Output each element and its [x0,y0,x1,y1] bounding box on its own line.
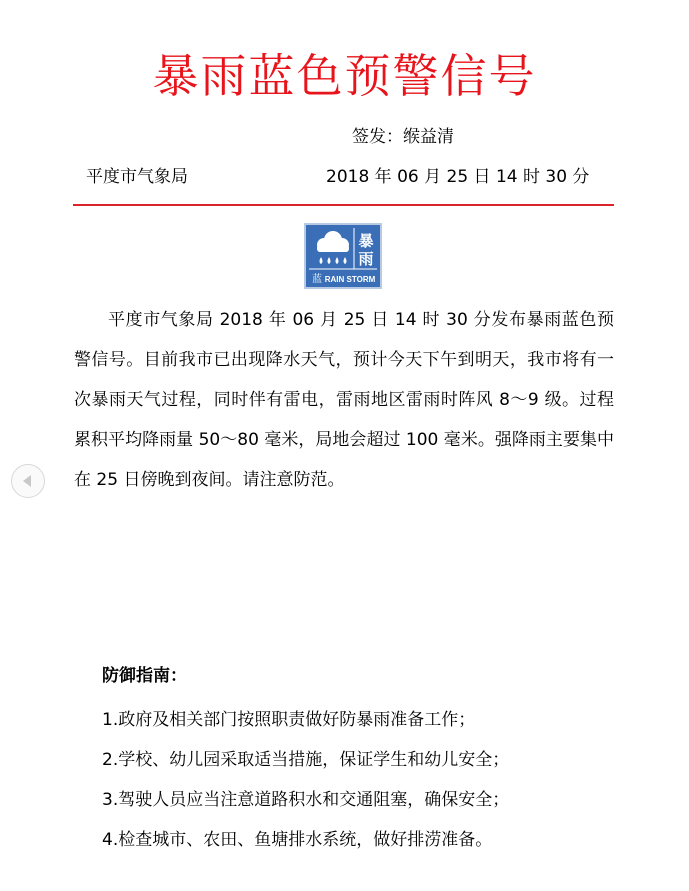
signal-char-bottom: 雨 [358,250,374,268]
signal-char-top: 暴 [358,232,374,250]
defense-guide-title: 防御指南： [102,666,187,686]
signal-english-label: RAIN STORM [324,275,376,284]
warning-body [74,300,614,500]
guide-item: 2.学校、幼儿园采取适当措施，保证学生和幼儿安全； [102,750,510,770]
issue-datetime: 2018 年 06 月 25 日 14 时 30 分 [326,167,590,187]
signer: 签发：缑益清 [352,127,454,147]
warning-paragraph: 平度市气象局 2018 年 06 月 25 日 14 时 30 分发布暴雨蓝色预警信号。目前我市已出现降水天气，预计今天下午到明天，我市将有一次暴雨天气过程，同时伴有雷电，雷雨地区雷雨时阵风 8～9 级。过程累积平均降雨量 50～80 毫米，局地会超过 100 毫米。强降雨主要集中在 25 日傍晚到夜间。请注意防范。 [74,310,614,490]
guide-item: 4.检查城市、农田、鱼塘排水系统，做好排涝准备。 [102,830,493,850]
rainstorm-blue-signal-icon [304,223,382,289]
guide-item: 1.政府及相关部门按照职责做好防暴雨准备工作； [102,710,476,730]
defense-guide-list [102,700,622,860]
guide-item: 3.驾驶人员应当注意道路积水和交通阻塞，确保安全； [102,790,510,810]
issuer: 平度市气象局 [86,167,188,187]
page-title: 暴雨蓝色预警信号 [152,49,537,103]
signal-level-char: 蓝 [312,274,322,285]
header-divider [73,204,614,206]
chevron-left-icon [12,465,44,497]
previous-page-button[interactable] [11,464,45,498]
